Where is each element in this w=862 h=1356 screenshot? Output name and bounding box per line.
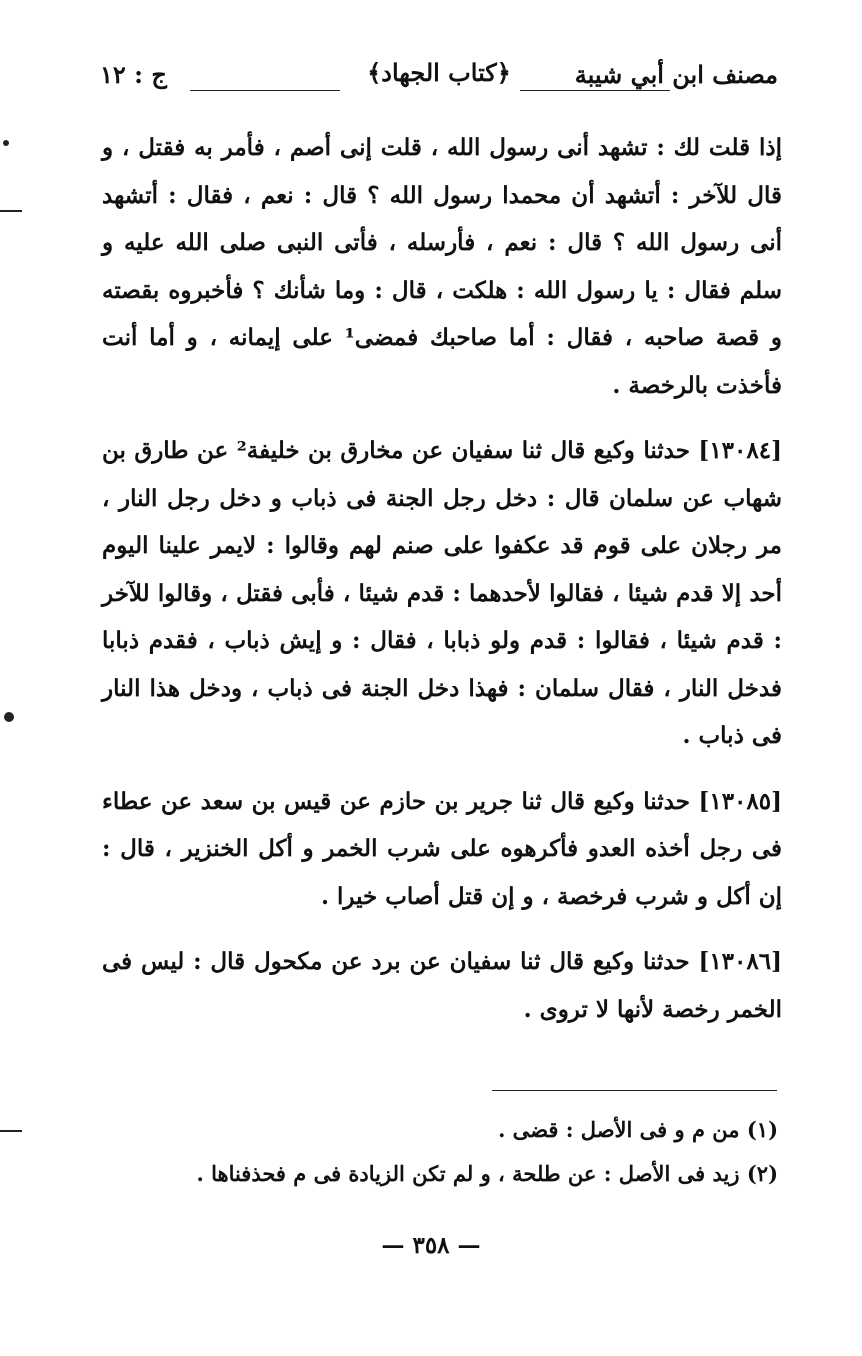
hadith-number: [١٣٠٨٥] [698,787,783,815]
footnotes [102,1108,778,1196]
hadith-number: [١٣٠٨٦] [698,948,782,975]
hadith-13084 [102,427,782,760]
chapter-title: ﴿كتاب الجهاد﴾ [367,58,511,87]
hadith-number: [١٣٠٨٤] [698,437,782,464]
paragraph-continuation [102,124,782,409]
book-title: مصنف ابن أبي شيبة [574,60,778,89]
paragraph-text: إذا قلت لك : تشهد أنى رسول الله ، قلت إنى أصم ، فأمر به فقتل ، و قال للآخر : أتشهد أن محمدا رسول الله ؟ قال : نعم ، فقال : أتشهد أنى رسول الله ؟ قال : نعم ، فأرسله ، فأتى النبى صلى الله عليه و سلم فقال : يا رسول الله : هلكت ، قال : وما شأنك ؟ فأخبروه بقصته و قصة صاحبه ، فقال : أما صاحبك فمضى¹ على إيمانه ، و أما أنت فأخذت بالرخصة . [102,134,783,399]
paragraph-text: حدثنا وكيع قال ثنا جرير بن حازم عن قيس بن سعد عن عطاء فى رجل أخذه العدو فأكرهوه على شرب الخمر و أكل الخنزير ، قال : إن أكل و شرب فرخصة ، و إن قتل أصاب خيرا . [102,787,782,910]
margin-mark [0,1130,22,1132]
page-header [100,56,778,96]
paragraph-text: حدثنا وكيع قال ثنا سفيان عن برد عن مكحول قال : ليس فى الخمر رخصة لأنها لا تروى . [102,948,782,1023]
hadith-13085 [102,778,782,921]
paragraph-text: حدثنا وكيع قال ثنا سفيان عن مخارق بن خليفة² عن طارق بن شهاب عن سلمان قال : دخل رجل الجنة فى ذباب و دخل رجل النار ، مر رجلان على قوم قد عكفوا على صنم لهم وقالوا : لايمر علينا اليوم أحد إلا قدم شيئا ، فقالوا لأحدهما : قدم شيئا ، فأبى فقتل ، وقالوا للآخر : قدم شيئا ، فقالوا : قدم ولو ذبابا ، فقال : و إيش ذباب ، فقدم ذبابا فدخل النار ، فقال سلمان : فهذا دخل الجنة فى ذباب ، ودخل هذا النار فى ذباب . [102,437,782,749]
header-rule-right [520,90,670,91]
page-number: — ٣٥٨ — [381,1232,481,1259]
footnote-2: (٢) زيد فى الأصل : عن طلحة ، و لم تكن الزيادة فى م فحذفناها . [196,1161,778,1186]
margin-mark [4,712,14,722]
margin-mark [0,210,22,212]
volume-number: ج : ١٢ [100,60,167,89]
page-body [102,124,782,1051]
footnote-1: (١) من م و فى الأصل : قضى . [498,1117,778,1142]
footnote-divider [492,1090,777,1091]
margin-mark [3,140,9,146]
header-rule-left [190,90,340,91]
hadith-13086 [102,938,782,1033]
